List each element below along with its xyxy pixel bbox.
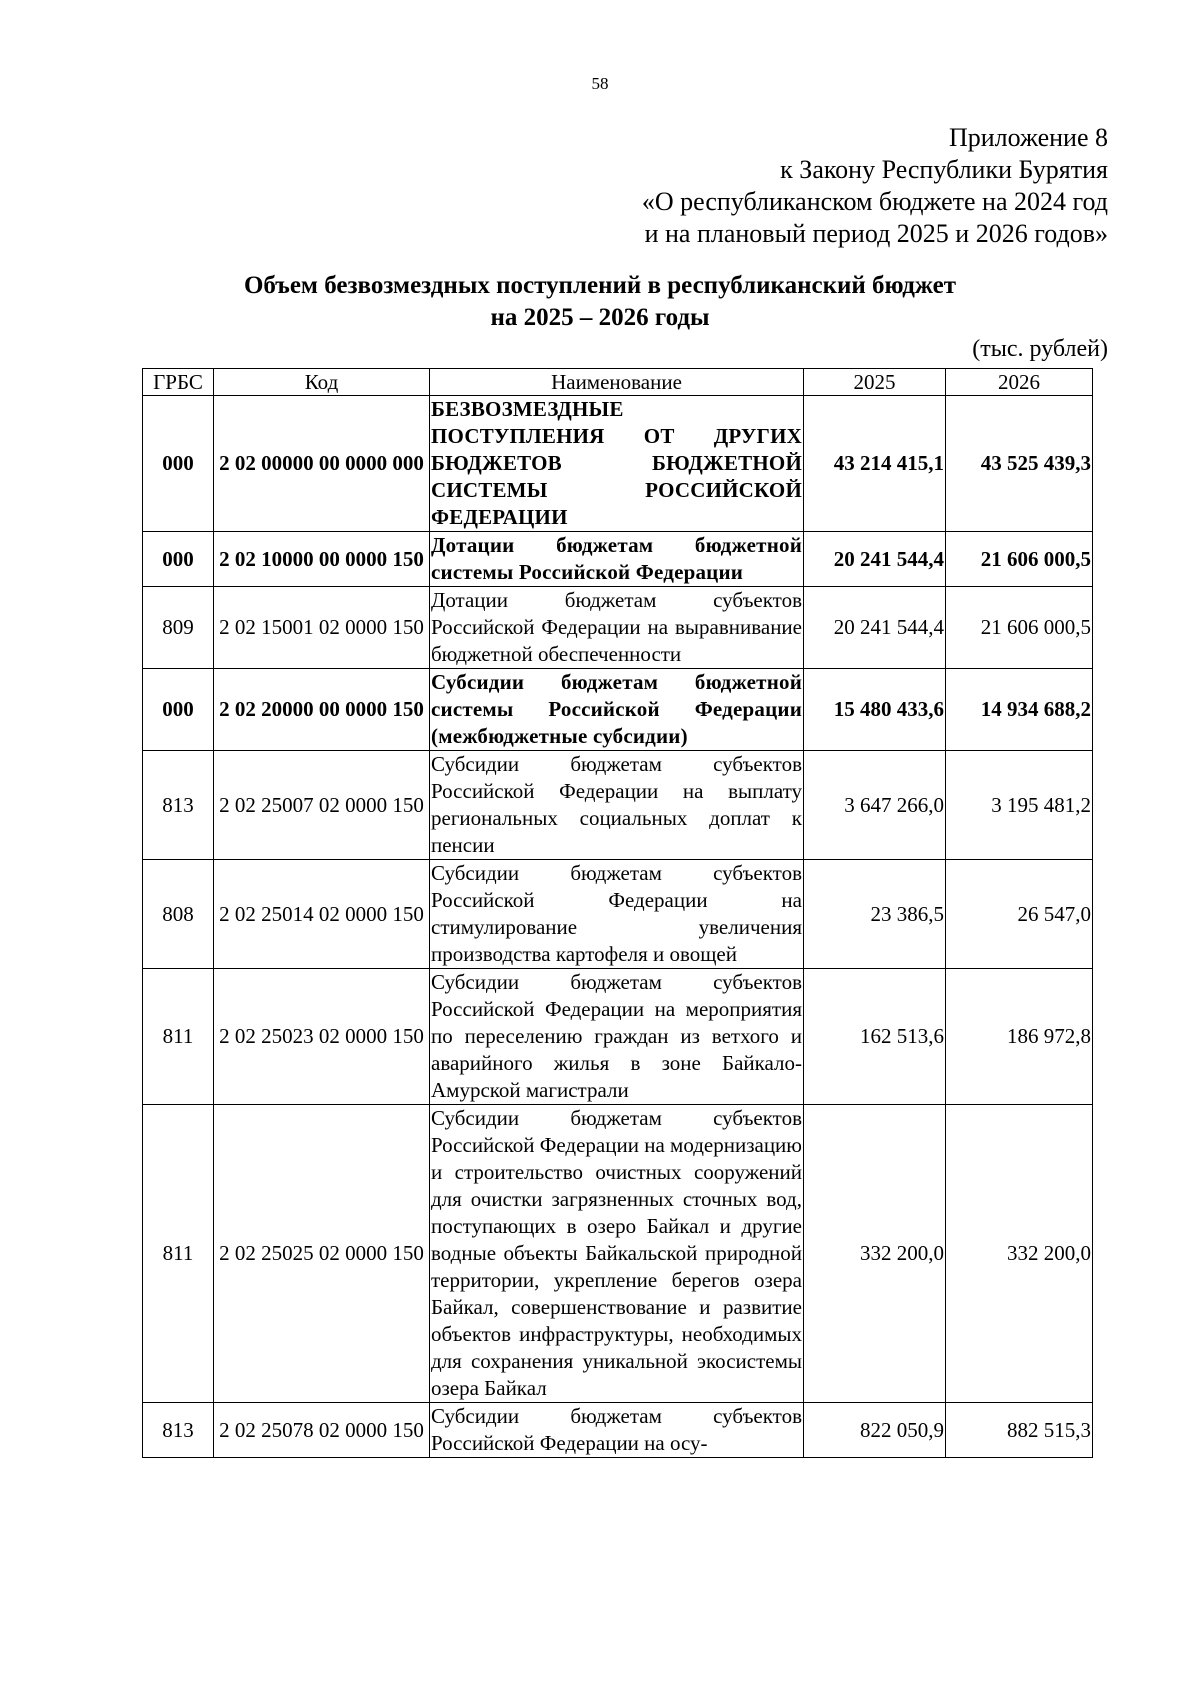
grbs-cell: 000 [143,669,214,751]
grbs-cell: 000 [143,532,214,587]
amount-2026-cell: 26 547,0 [946,860,1093,969]
table-row [143,532,1093,587]
code-cell: 2 02 10000 00 0000 150 [214,532,430,587]
code-cell: 2 02 20000 00 0000 150 [214,669,430,751]
amount-2025-cell: 162 513,6 [804,969,946,1105]
amount-2025-cell: 20 241 544,4 [804,532,946,587]
amount-2025-cell: 332 200,0 [804,1105,946,1403]
name-cell: Субсидии бюджетам субъектов Российской Федерации на мероприятия по переселению граждан из ветхого и аварийного жилья в зоне Байкало-Амурской магистрали [430,969,804,1105]
document-title [140,270,1060,334]
code-cell: 2 02 25007 02 0000 150 [214,751,430,860]
appendix-line: «О республиканском бюджете на 2024 год [641,187,1108,216]
amount-2026-cell: 332 200,0 [946,1105,1093,1403]
table-row [143,751,1093,860]
grbs-cell: 813 [143,751,214,860]
grbs-cell: 811 [143,1105,214,1403]
header-2026: 2026 [946,369,1093,396]
header-code: Код [214,369,430,396]
grbs-cell: 809 [143,587,214,669]
header-2025: 2025 [804,369,946,396]
amount-2025-cell: 15 480 433,6 [804,669,946,751]
appendix-line: и на плановый период 2025 и 2026 годов» [644,219,1108,248]
table-row [143,860,1093,969]
amount-2025-cell: 43 214 415,1 [804,396,946,532]
table-row [143,1403,1093,1458]
code-cell: 2 02 00000 00 0000 000 [214,396,430,532]
header-grbs: ГРБС [143,369,214,396]
amount-2025-cell: 20 241 544,4 [804,587,946,669]
name-cell: БЕЗВОЗМЕЗДНЫЕ ПОСТУПЛЕНИЯ ОТ ДРУГИХ БЮДЖЕТОВ БЮДЖЕТНОЙ СИСТЕМЫ РОССИЙСКОЙ ФЕДЕРАЦИИ [430,396,804,532]
name-cell: Субсидии бюджетам бюджетной системы Российской Федерации (межбюджетные субсидии) [430,669,804,751]
units-label: (тыс. рублей) [972,336,1108,362]
grbs-cell: 808 [143,860,214,969]
table-row [143,587,1093,669]
header-name: Наименование [430,369,804,396]
table-row [143,396,1093,532]
amount-2026-cell: 21 606 000,5 [946,532,1093,587]
code-cell: 2 02 25014 02 0000 150 [214,860,430,969]
appendix-line: к Закону Республики Бурятия [780,155,1108,184]
budget-table [142,368,1093,1458]
amount-2026-cell: 186 972,8 [946,969,1093,1105]
table-row [143,969,1093,1105]
appendix-line: Приложение 8 [948,123,1108,152]
amount-2026-cell: 882 515,3 [946,1403,1093,1458]
amount-2025-cell: 3 647 266,0 [804,751,946,860]
amount-2026-cell: 43 525 439,3 [946,396,1093,532]
amount-2026-cell: 3 195 481,2 [946,751,1093,860]
amount-2026-cell: 14 934 688,2 [946,669,1093,751]
code-cell: 2 02 25023 02 0000 150 [214,969,430,1105]
code-cell: 2 02 15001 02 0000 150 [214,587,430,669]
code-cell: 2 02 25078 02 0000 150 [214,1403,430,1458]
title-line-1: Объем безвозмездных поступлений в республиканский бюджет [243,272,957,299]
name-cell: Дотации бюджетам бюджетной системы Российской Федерации [430,532,804,587]
name-cell: Субсидии бюджетам субъектов Российской Федерации на стимулирование увеличения производства картофеля и овощей [430,860,804,969]
appendix-header [642,122,1108,250]
code-cell: 2 02 25025 02 0000 150 [214,1105,430,1403]
page-number: 58 [591,74,609,93]
name-cell: Субсидии бюджетам субъектов Российской Федерации на осу- [430,1403,804,1458]
title-line-2: на 2025 – 2026 годы [490,304,710,331]
table-body [143,396,1093,1458]
amount-2025-cell: 23 386,5 [804,860,946,969]
amount-2025-cell: 822 050,9 [804,1403,946,1458]
table-header-row [143,369,1093,396]
name-cell: Субсидии бюджетам субъектов Российской Федерации на модернизацию и строительство очистных сооружений для очистки загрязненных сточных вод, поступающих в озеро Байкал и другие водные объекты Байкальской природной территории, укрепление берегов озера Байкал, совершенствование и развитие объектов инфраструктуры, необходимых для сохранения уникальной экосистемы озера Байкал [430,1105,804,1403]
grbs-cell: 811 [143,969,214,1105]
amount-2026-cell: 21 606 000,5 [946,587,1093,669]
name-cell: Субсидии бюджетам субъектов Российской Федерации на выплату региональных социальных доплат к пенсии [430,751,804,860]
grbs-cell: 000 [143,396,214,532]
table-row [143,1105,1093,1403]
name-cell: Дотации бюджетам субъектов Российской Федерации на выравнивание бюджетной обеспеченности [430,587,804,669]
table-row [143,669,1093,751]
grbs-cell: 813 [143,1403,214,1458]
